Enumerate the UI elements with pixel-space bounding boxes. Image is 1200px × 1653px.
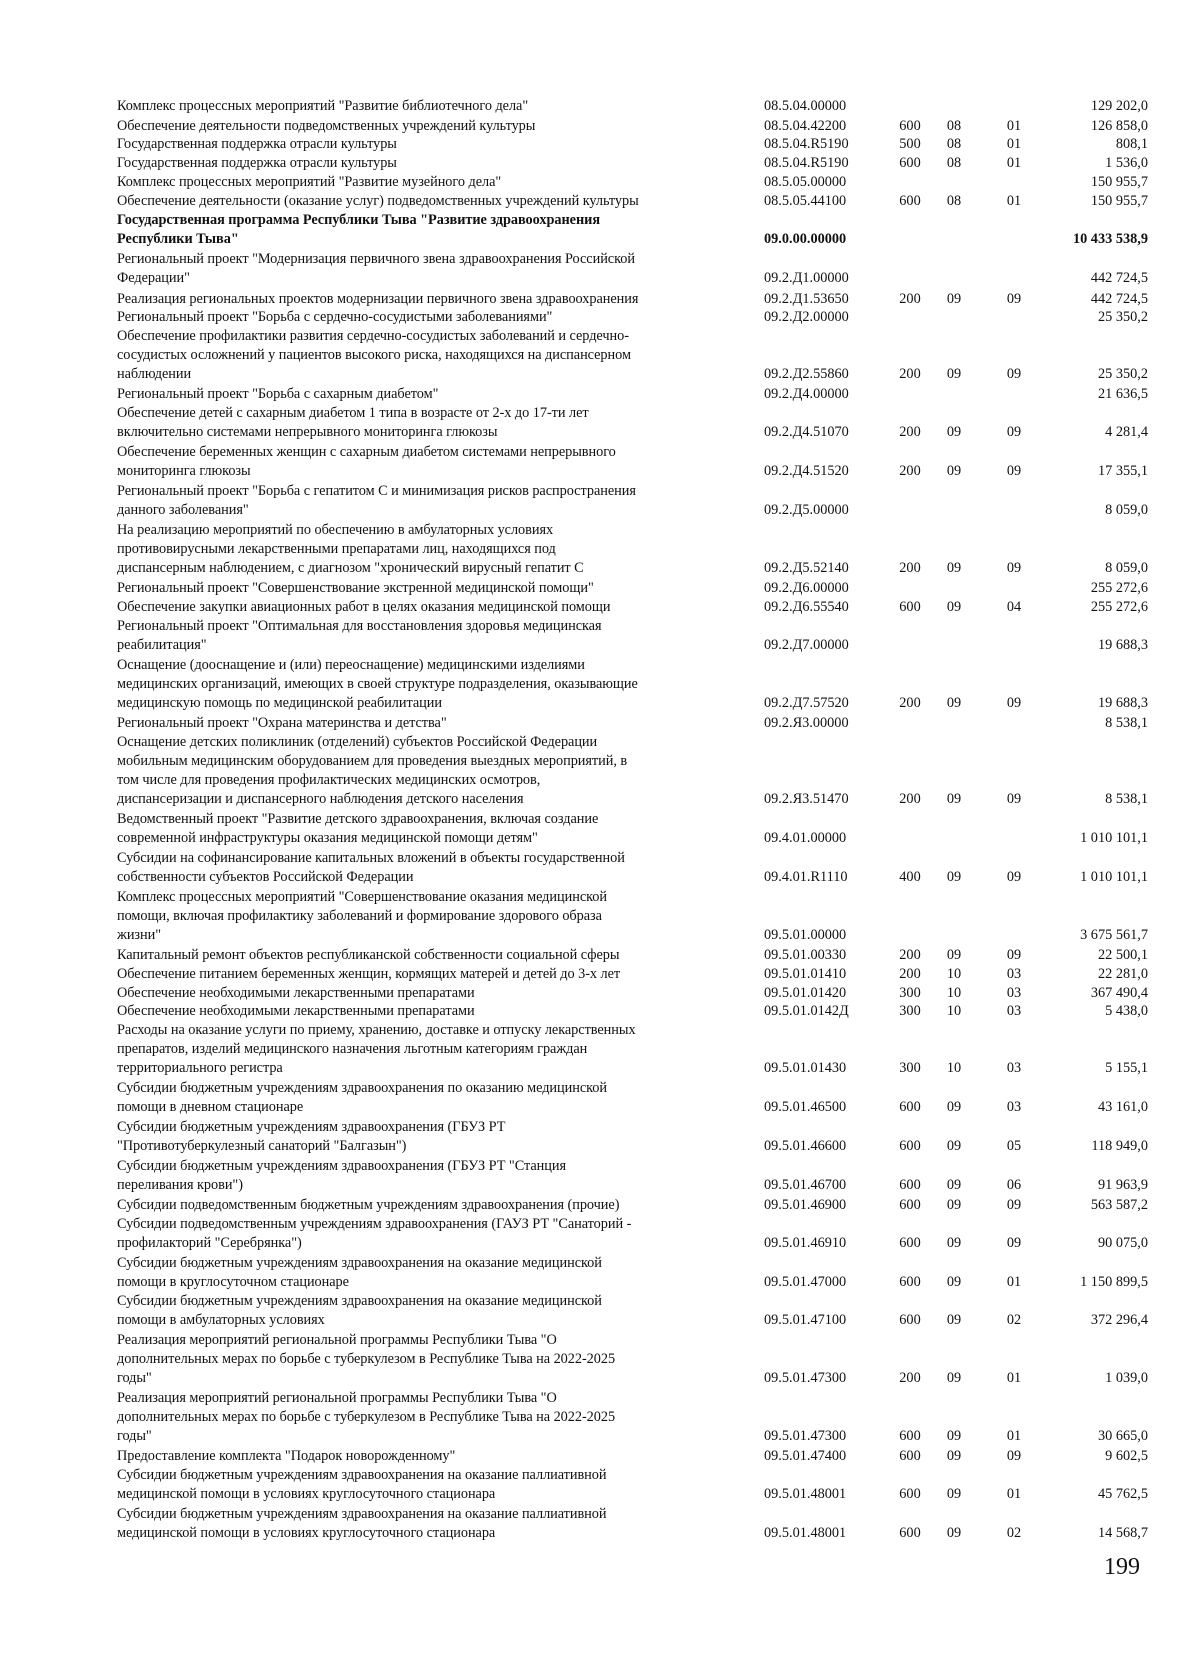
row-name: Комплекс процессных мероприятий "Развитие музейного дела" xyxy=(117,174,502,190)
row-name: Реализация мероприятий региональной программы Республики Тыва "О дополнительных мерах по борьбе с туберкулезом в Республике Тыва на 2022-2025 годы" xyxy=(117,1390,616,1444)
row-section: 08 xyxy=(946,193,962,209)
row-name: Обеспечение закупки авиационных работ в целях оказания медицинской помощи xyxy=(117,599,611,615)
row-name: Капитальный ремонт объектов республиканской собственности социальной сферы xyxy=(117,947,620,963)
row-section: 09 xyxy=(946,1274,962,1290)
table-row xyxy=(0,1389,1200,1446)
row-target-code: 09.2.Д4.51070 xyxy=(764,424,849,440)
row-target-code: 09.5.01.46500 xyxy=(764,1099,847,1115)
row-section: 09 xyxy=(946,1197,962,1213)
row-name: Субсидии бюджетным учреждениям здравоохранения по оказанию медицинской помощи в дневном стационаре xyxy=(117,1080,607,1115)
row-expense-type: 600 xyxy=(899,1448,921,1464)
row-expense-type: 200 xyxy=(899,695,921,711)
row-target-code: 09.2.Д2.55860 xyxy=(764,366,849,382)
row-amount: 19 688,3 xyxy=(1097,637,1148,653)
row-target-code: 09.2.Д4.51520 xyxy=(764,463,849,479)
table-row xyxy=(0,290,1200,309)
row-expense-type: 200 xyxy=(899,366,921,382)
row-expense-type: 600 xyxy=(899,1197,921,1213)
row-subsection: 03 xyxy=(1006,1003,1022,1019)
row-amount: 1 536,0 xyxy=(1105,155,1148,171)
row-amount: 19 688,3 xyxy=(1097,695,1148,711)
row-expense-type: 600 xyxy=(899,1099,921,1115)
row-target-code: 09.5.01.47300 xyxy=(764,1370,847,1386)
table-row xyxy=(0,1292,1200,1330)
row-target-code: 08.5.04.R5190 xyxy=(764,136,849,152)
row-subsection: 01 xyxy=(1006,118,1022,134)
table-row xyxy=(0,1079,1200,1117)
row-target-code: 09.2.Я3.00000 xyxy=(764,715,849,731)
table-row xyxy=(0,521,1200,578)
table-row xyxy=(0,579,1200,598)
row-amount: 9 602,5 xyxy=(1105,1448,1148,1464)
row-subsection: 01 xyxy=(1006,1274,1022,1290)
row-amount: 442 724,5 xyxy=(1090,270,1148,286)
row-amount: 118 949,0 xyxy=(1091,1138,1148,1154)
row-target-code: 09.5.01.47000 xyxy=(764,1274,847,1290)
row-expense-type: 600 xyxy=(899,1177,921,1193)
row-amount: 255 272,6 xyxy=(1090,599,1148,615)
row-target-code: 09.5.01.46700 xyxy=(764,1177,847,1193)
row-amount: 5 155,1 xyxy=(1105,1060,1148,1076)
row-name: Региональный проект "Борьба с гепатитом С и минимизация рисков распространения данного заболевания" xyxy=(117,483,636,518)
row-expense-type: 600 xyxy=(899,1486,921,1502)
table-row xyxy=(0,97,1200,116)
row-expense-type: 600 xyxy=(899,1274,921,1290)
table-row xyxy=(0,385,1200,404)
row-name: На реализацию мероприятий по обеспечению в амбулаторных условиях противовирусными лекарственными препаратами лиц, находящихся под диспансерным наблюдением, с диагнозом "хронический вирусный гепатит С xyxy=(117,522,584,576)
row-amount: 4 281,4 xyxy=(1105,424,1148,440)
table-row xyxy=(0,733,1200,809)
row-amount: 8 059,0 xyxy=(1105,502,1148,518)
table-row xyxy=(0,1331,1200,1388)
row-target-code: 08.5.04.R5190 xyxy=(764,155,849,171)
table-row xyxy=(0,946,1200,965)
row-amount: 21 636,5 xyxy=(1097,386,1148,402)
row-name: Комплекс процессных мероприятий "Развитие библиотечного дела" xyxy=(117,98,529,114)
row-subsection: 03 xyxy=(1006,985,1022,1001)
row-subsection: 09 xyxy=(1006,869,1022,885)
table-row xyxy=(0,984,1200,1003)
row-name: Обеспечение необходимыми лекарственными препаратами xyxy=(117,1003,475,1019)
row-expense-type: 600 xyxy=(899,118,921,134)
row-amount: 8 059,0 xyxy=(1105,560,1148,576)
row-section: 09 xyxy=(946,1177,962,1193)
table-row xyxy=(0,404,1200,442)
table-row xyxy=(0,1196,1200,1215)
row-subsection: 09 xyxy=(1006,291,1022,307)
row-section: 08 xyxy=(946,136,962,152)
table-row xyxy=(0,327,1200,384)
row-target-code: 09.2.Д7.00000 xyxy=(764,637,849,653)
row-expense-type: 300 xyxy=(899,1003,921,1019)
row-name: Региональный проект "Борьба с сахарным диабетом" xyxy=(117,386,439,402)
row-target-code: 09.2.Д5.52140 xyxy=(764,560,849,576)
row-name: Расходы на оказание услуги по приему, хранению, доставке и отпуску лекарственных препаратов, изделий медицинского назначения льготным категориям граждан территориального регистра xyxy=(117,1022,636,1076)
row-name: Государственная программа Республики Тыва "Развитие здравоохранения Республики Тыва" xyxy=(117,212,601,247)
row-section: 09 xyxy=(946,1312,962,1328)
row-section: 09 xyxy=(946,560,962,576)
row-expense-type: 200 xyxy=(899,1370,921,1386)
row-target-code: 08.5.05.44100 xyxy=(764,193,847,209)
row-name: Обеспечение деятельности подведомственных учреждений культуры xyxy=(117,118,536,134)
row-section: 08 xyxy=(946,155,962,171)
row-subsection: 01 xyxy=(1006,1370,1022,1386)
row-section: 09 xyxy=(946,1428,962,1444)
row-name: Региональный проект "Модернизация первичного звена здравоохранения Российской Федерации" xyxy=(117,251,635,286)
row-amount: 3 675 561,7 xyxy=(1080,927,1148,943)
row-name: Оснащение (дооснащение и (или) переоснащение) медицинскими изделиями медицинских организаций, имеющих в своей структуре подразделения, оказывающие медицинскую помощь по медицинской реабилитации xyxy=(117,657,638,711)
table-row xyxy=(0,656,1200,713)
table-row xyxy=(0,617,1200,655)
row-section: 09 xyxy=(946,463,962,479)
row-target-code: 08.5.04.42200 xyxy=(764,118,847,134)
row-amount: 563 587,2 xyxy=(1090,1197,1148,1213)
row-section: 09 xyxy=(946,1370,962,1386)
row-name: Субсидии на софинансирование капитальных вложений в объекты государственной собственности субъектов Российской Федерации xyxy=(117,850,625,885)
row-target-code: 09.4.01.R1110 xyxy=(764,869,848,885)
row-name: Субсидии бюджетным учреждениям здравоохранения (ГБУЗ РТ "Станция переливания крови") xyxy=(117,1158,567,1193)
row-amount: 367 490,4 xyxy=(1090,985,1148,1001)
row-subsection: 01 xyxy=(1006,155,1022,171)
row-expense-type: 300 xyxy=(899,1060,921,1076)
table-row xyxy=(0,849,1200,887)
row-expense-type: 200 xyxy=(899,791,921,807)
row-subsection: 02 xyxy=(1006,1525,1022,1541)
table-row xyxy=(0,888,1200,945)
table-row xyxy=(0,1466,1200,1504)
table-row xyxy=(0,482,1200,520)
row-amount: 150 955,7 xyxy=(1090,193,1148,209)
row-amount: 129 202,0 xyxy=(1090,98,1148,114)
row-target-code: 08.5.05.00000 xyxy=(764,174,847,190)
row-expense-type: 600 xyxy=(899,599,921,615)
row-section: 09 xyxy=(946,869,962,885)
row-subsection: 01 xyxy=(1006,1486,1022,1502)
row-expense-type: 200 xyxy=(899,463,921,479)
row-amount: 126 858,0 xyxy=(1090,118,1148,134)
row-expense-type: 600 xyxy=(899,1525,921,1541)
row-name: Государственная поддержка отрасли культуры xyxy=(117,155,397,171)
row-expense-type: 600 xyxy=(899,193,921,209)
row-target-code: 09.2.Д1.00000 xyxy=(764,270,849,286)
row-target-code: 08.5.04.00000 xyxy=(764,98,847,114)
row-name: Реализация мероприятий региональной программы Республики Тыва "О дополнительных мерах по борьбе с туберкулезом в Республике Тыва на 2022-2025 годы" xyxy=(117,1332,616,1386)
row-name: Обеспечение беременных женщин с сахарным диабетом системами непрерывного мониторинга глюкозы xyxy=(117,444,616,479)
row-amount: 372 296,4 xyxy=(1090,1312,1148,1328)
row-target-code: 09.5.01.01410 xyxy=(764,966,847,982)
table-row xyxy=(0,135,1200,154)
row-target-code: 09.2.Д5.00000 xyxy=(764,502,849,518)
row-name: Субсидии бюджетным учреждениям здравоохранения на оказание паллиативной медицинской помощи в условиях круглосуточного стационара xyxy=(117,1467,607,1502)
row-target-code: 09.0.00.00000 xyxy=(764,231,847,247)
row-amount: 5 438,0 xyxy=(1105,1003,1148,1019)
row-section: 10 xyxy=(946,985,962,1001)
row-amount: 8 538,1 xyxy=(1105,715,1148,731)
row-section: 09 xyxy=(946,1525,962,1541)
row-name: Субсидии бюджетным учреждениям здравоохранения на оказание медицинской помощи в амбулаторных условиях xyxy=(117,1293,602,1328)
row-amount: 22 281,0 xyxy=(1097,966,1148,982)
table-row xyxy=(0,192,1200,211)
table-row xyxy=(0,1447,1200,1466)
row-subsection: 09 xyxy=(1006,947,1022,963)
row-expense-type: 200 xyxy=(899,291,921,307)
row-subsection: 09 xyxy=(1006,695,1022,711)
row-target-code: 09.5.01.01420 xyxy=(764,985,847,1001)
row-target-code: 09.2.Д2.00000 xyxy=(764,309,849,325)
row-subsection: 09 xyxy=(1006,463,1022,479)
row-name: Субсидии подведомственным учреждениям здравоохранения (ГАУЗ РТ "Санаторий - профилакторий "Серебрянка") xyxy=(117,1216,632,1251)
table-row xyxy=(0,117,1200,136)
row-amount: 1 010 101,1 xyxy=(1080,869,1148,885)
table-row xyxy=(0,1254,1200,1292)
table-row xyxy=(0,1021,1200,1078)
row-target-code: 09.5.01.46900 xyxy=(764,1197,847,1213)
row-target-code: 09.5.01.47400 xyxy=(764,1448,847,1464)
row-name: Региональный проект "Совершенствование экстренной медицинской помощи" xyxy=(117,580,594,596)
row-amount: 30 665,0 xyxy=(1097,1428,1148,1444)
row-subsection: 06 xyxy=(1006,1177,1022,1193)
row-name: Государственная поддержка отрасли культуры xyxy=(117,136,397,152)
row-subsection: 05 xyxy=(1006,1138,1022,1154)
table-row xyxy=(0,250,1200,288)
row-amount: 808,1 xyxy=(1115,136,1148,152)
row-subsection: 01 xyxy=(1006,1428,1022,1444)
row-name: Комплекс процессных мероприятий "Совершенствование оказания медицинской помощи, включая профилактику заболеваний и формирование здорового образа жизни" xyxy=(117,889,607,943)
row-section: 09 xyxy=(946,791,962,807)
row-target-code: 09.2.Я3.51470 xyxy=(764,791,849,807)
row-name: Обеспечение необходимыми лекарственными препаратами xyxy=(117,985,475,1001)
row-amount: 1 010 101,1 xyxy=(1080,830,1148,846)
table-row xyxy=(0,1118,1200,1156)
row-expense-type: 600 xyxy=(899,155,921,171)
row-subsection: 01 xyxy=(1006,136,1022,152)
row-section: 09 xyxy=(946,366,962,382)
table-row xyxy=(0,810,1200,848)
row-section: 09 xyxy=(946,1138,962,1154)
row-amount: 25 350,2 xyxy=(1097,309,1148,325)
row-section: 09 xyxy=(946,291,962,307)
row-section: 09 xyxy=(946,695,962,711)
row-subsection: 09 xyxy=(1006,1197,1022,1213)
row-name: Реализация региональных проектов модернизации первичного звена здравоохранения xyxy=(117,291,639,307)
row-subsection: 03 xyxy=(1006,1060,1022,1076)
row-target-code: 09.2.Д6.00000 xyxy=(764,580,849,596)
row-subsection: 01 xyxy=(1006,193,1022,209)
row-section: 10 xyxy=(946,1060,962,1076)
row-name: Обеспечение деятельности (оказание услуг) подведомственных учреждений культуры xyxy=(117,193,639,209)
row-name: Региональный проект "Оптимальная для восстановления здоровья медицинская реабилитация" xyxy=(117,618,602,653)
row-name: Региональный проект "Охрана материнства и детства" xyxy=(117,715,447,731)
row-amount: 150 955,7 xyxy=(1090,174,1148,190)
row-name: Ведомственный проект "Развитие детского здравоохранения, включая создание современной инфраструктуры оказания медицинской помощи детям" xyxy=(117,811,599,846)
row-subsection: 09 xyxy=(1006,560,1022,576)
table-row xyxy=(0,1505,1200,1543)
table-row xyxy=(0,173,1200,192)
row-target-code: 09.5.01.0142Д xyxy=(764,1003,849,1019)
row-name: Субсидии бюджетным учреждениям здравоохранения (ГБУЗ РТ "Противотуберкулезный санаторий "Балгазын") xyxy=(117,1119,506,1154)
row-subsection: 03 xyxy=(1006,1099,1022,1115)
table-row xyxy=(0,1157,1200,1195)
row-section: 09 xyxy=(946,424,962,440)
row-expense-type: 600 xyxy=(899,1428,921,1444)
row-name: Субсидии бюджетным учреждениям здравоохранения на оказание паллиативной медицинской помощи в условиях круглосуточного стационара xyxy=(117,1506,607,1541)
row-target-code: 09.5.01.48001 xyxy=(764,1486,847,1502)
table-row xyxy=(0,154,1200,173)
row-name: Предоставление комплекта "Подарок новорожденному" xyxy=(117,1448,456,1464)
row-target-code: 09.2.Д6.55540 xyxy=(764,599,849,615)
row-target-code: 09.5.01.46910 xyxy=(764,1235,847,1251)
row-section: 10 xyxy=(946,966,962,982)
row-target-code: 09.5.01.47100 xyxy=(764,1312,847,1328)
row-amount: 14 568,7 xyxy=(1097,1525,1148,1541)
page-number: 199 xyxy=(1104,1554,1140,1580)
row-amount: 91 963,9 xyxy=(1097,1177,1148,1193)
row-name: Обеспечение профилактики развития сердечно-сосудистых заболеваний и сердечно- сосудистых осложнений у пациентов высокого риска, находящихся на диспансерном наблюдении xyxy=(117,328,631,382)
row-name: Региональный проект "Борьба с сердечно-сосудистыми заболеваниями" xyxy=(117,309,553,325)
row-section: 09 xyxy=(946,1099,962,1115)
row-amount: 255 272,6 xyxy=(1090,580,1148,596)
row-amount: 442 724,5 xyxy=(1090,291,1148,307)
row-expense-type: 600 xyxy=(899,1235,921,1251)
row-target-code: 09.4.01.00000 xyxy=(764,830,847,846)
row-subsection: 04 xyxy=(1006,599,1022,615)
row-target-code: 09.2.Д1.53650 xyxy=(764,291,849,307)
row-amount: 1 150 899,5 xyxy=(1080,1274,1148,1290)
row-expense-type: 200 xyxy=(899,424,921,440)
row-amount: 17 355,1 xyxy=(1097,463,1148,479)
row-target-code: 09.5.01.47300 xyxy=(764,1428,847,1444)
row-amount: 1 039,0 xyxy=(1105,1370,1148,1386)
row-subsection: 03 xyxy=(1006,966,1022,982)
row-expense-type: 600 xyxy=(899,1312,921,1328)
row-target-code: 09.5.01.00000 xyxy=(764,927,847,943)
row-target-code: 09.5.01.48001 xyxy=(764,1525,847,1541)
row-expense-type: 200 xyxy=(899,560,921,576)
row-subsection: 09 xyxy=(1006,366,1022,382)
row-amount: 90 075,0 xyxy=(1097,1235,1148,1251)
row-target-code: 09.5.01.01430 xyxy=(764,1060,847,1076)
row-amount: 8 538,1 xyxy=(1105,791,1148,807)
table-row xyxy=(0,211,1200,249)
table-row xyxy=(0,1002,1200,1021)
row-section: 09 xyxy=(946,1448,962,1464)
row-expense-type: 500 xyxy=(899,136,921,152)
row-amount: 45 762,5 xyxy=(1097,1486,1148,1502)
table-row xyxy=(0,714,1200,733)
row-subsection: 09 xyxy=(1006,1448,1022,1464)
row-subsection: 09 xyxy=(1006,1235,1022,1251)
row-target-code: 09.5.01.46600 xyxy=(764,1138,847,1154)
row-name: Субсидии подведомственным бюджетным учреждениям здравоохранения (прочие) xyxy=(117,1197,620,1213)
row-name: Обеспечение детей с сахарным диабетом 1 типа в возрасте от 2-х до 17-ти лет включительно системами непрерывного мониторинга глюкозы xyxy=(117,405,589,440)
row-target-code: 09.5.01.00330 xyxy=(764,947,847,963)
table-row xyxy=(0,1215,1200,1253)
row-name: Субсидии бюджетным учреждениям здравоохранения на оказание медицинской помощи в круглосуточном стационаре xyxy=(117,1255,602,1290)
table-row xyxy=(0,308,1200,327)
table-row xyxy=(0,443,1200,481)
row-section: 09 xyxy=(946,1235,962,1251)
row-section: 09 xyxy=(946,947,962,963)
row-amount: 10 433 538,9 xyxy=(1072,231,1148,247)
row-name: Оснащение детских поликлиник (отделений) субъектов Российской Федерации мобильным медицинским оборудованием для проведения выездных мероприятий, в том числе для проведения профилактических медицинских осмотров, диспансеризации и диспансерного наблюдения детского населения xyxy=(117,734,628,807)
row-expense-type: 300 xyxy=(899,985,921,1001)
row-subsection: 09 xyxy=(1006,791,1022,807)
row-subsection: 09 xyxy=(1006,424,1022,440)
row-expense-type: 200 xyxy=(899,947,921,963)
row-section: 09 xyxy=(946,1486,962,1502)
row-amount: 43 161,0 xyxy=(1097,1099,1148,1115)
row-section: 09 xyxy=(946,599,962,615)
row-amount: 22 500,1 xyxy=(1097,947,1148,963)
row-target-code: 09.2.Д4.00000 xyxy=(764,386,849,402)
row-amount: 25 350,2 xyxy=(1097,366,1148,382)
row-section: 08 xyxy=(946,118,962,134)
table-row xyxy=(0,965,1200,984)
table-row xyxy=(0,598,1200,617)
row-subsection: 02 xyxy=(1006,1312,1022,1328)
row-expense-type: 200 xyxy=(899,966,921,982)
row-expense-type: 600 xyxy=(899,1138,921,1154)
row-section: 10 xyxy=(946,1003,962,1019)
row-name: Обеспечение питанием беременных женщин, кормящих матерей и детей до 3-х лет xyxy=(117,966,621,982)
row-expense-type: 400 xyxy=(899,869,921,885)
row-target-code: 09.2.Д7.57520 xyxy=(764,695,849,711)
